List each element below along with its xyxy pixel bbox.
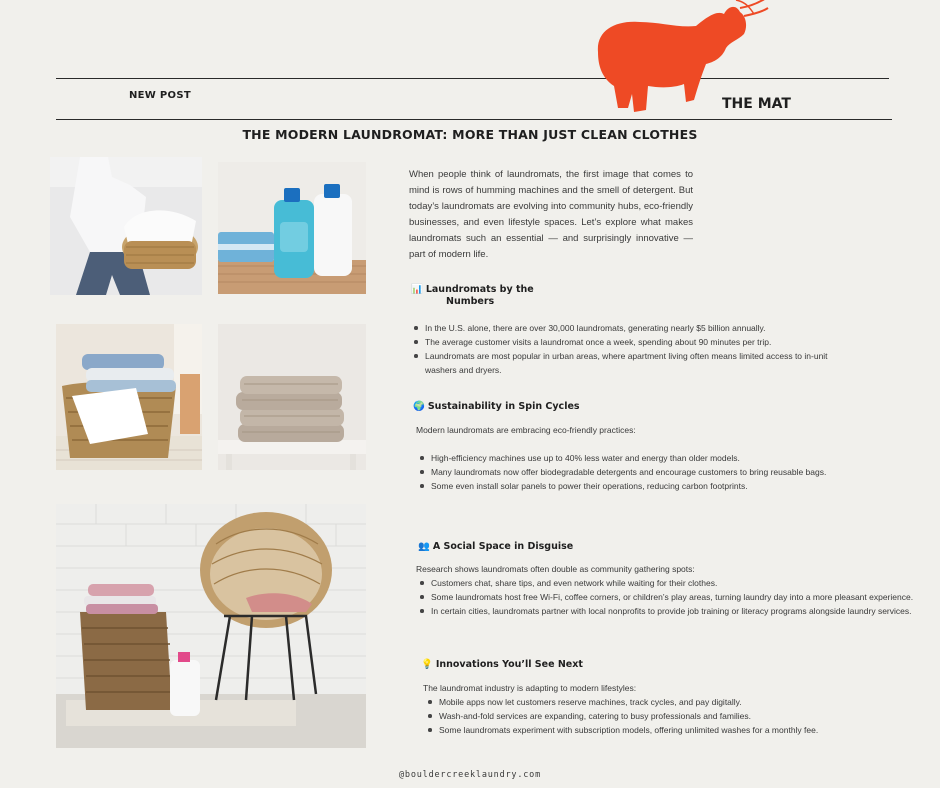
photo-folded-towels	[218, 324, 366, 470]
sustainability-list	[420, 451, 840, 493]
list-item: Some laundromats host free Wi-Fi, coffee corners, or children’s play areas, turning laundry day into a more pleasant experience.	[420, 590, 927, 604]
numbers-list	[414, 321, 834, 377]
photo-detergent-bottles	[218, 162, 366, 294]
list-item: Customers chat, share tips, and even network while waiting for their clothes.	[420, 576, 927, 590]
innovations-list	[428, 695, 868, 737]
list-item: In certain cities, laundromats partner with local nonprofits to provide job training or literacy programs alongside laundry services.	[420, 604, 927, 618]
list-item: Some even install solar panels to power their operations, reducing carbon footprints.	[420, 479, 840, 493]
brand-title: THE MAT	[722, 96, 791, 112]
list-item: Wash-and-fold services are expanding, catering to busy professionals and families.	[428, 709, 868, 723]
photo-towel-basket	[56, 324, 202, 470]
list-item: Some laundromats experiment with subscription models, offering unlimited washes for a monthly fee.	[428, 723, 868, 737]
section-heading-innovations	[421, 659, 583, 671]
social-intro: Research shows laundromats often double as community gathering spots:	[416, 564, 695, 574]
section-heading-social	[418, 541, 573, 553]
section-heading-numbers-line1: Laundromats by the	[425, 284, 534, 295]
footer-website-link[interactable]: @bouldercreeklaundry.com	[398, 770, 542, 780]
bar-chart-icon: 📊	[411, 284, 423, 295]
section-heading-social-text: A Social Space in Disguise	[432, 541, 574, 552]
lightbulb-icon: 💡	[421, 659, 433, 670]
sustainability-intro: Modern laundromats are embracing eco-friendly practices:	[416, 425, 636, 435]
photo-woman-laundry-basket	[50, 157, 202, 295]
header-bottom-rule	[56, 119, 892, 120]
new-post-label: NEW POST	[129, 90, 191, 101]
section-heading-innovations-text: Innovations You’ll See Next	[435, 659, 583, 670]
people-icon: 👥	[418, 541, 430, 552]
list-item: In the U.S. alone, there are over 30,000 laundromats, generating nearly $5 billion annually.	[414, 321, 834, 335]
list-item: The average customer visits a laundromat once a week, spending about 90 minutes per trip.	[414, 335, 834, 349]
globe-icon: 🌍	[413, 401, 425, 412]
list-item: Mobile apps now let customers reserve machines, track cycles, and pay digitally.	[428, 695, 868, 709]
list-item: Many laundromats now offer biodegradable detergents and encourage customers to bring reusable bags.	[420, 465, 840, 479]
section-heading-sustainability	[413, 401, 580, 413]
social-list	[420, 576, 927, 618]
section-heading-numbers	[411, 284, 534, 296]
page-title: THE MODERN LAUNDROMAT: MORE THAN JUST CLEAN CLOTHES	[242, 127, 698, 142]
section-heading-numbers-line2: Numbers	[446, 296, 495, 307]
innovations-intro: The laundromat industry is adapting to modern lifestyles:	[423, 683, 637, 693]
list-item: High-efficiency machines use up to 40% less water and energy than older models.	[420, 451, 840, 465]
list-item: Laundromats are most popular in urban areas, where apartment living often means limited access to in-unit washers and dryers.	[414, 349, 834, 377]
photo-wicker-chair	[56, 504, 366, 748]
section-heading-sustainability-text: Sustainability in Spin Cycles	[427, 401, 580, 412]
intro-paragraph: When people think of laundromats, the first image that comes to mind is rows of humming machines and the smell of detergent. But today’s laundromats are evolving into community hubs, eco-friendly businesses, and even lifestyle spaces. Let’s explore what makes laundromats such an essential — and surprisingly innovative — part of modern life.	[409, 169, 693, 260]
